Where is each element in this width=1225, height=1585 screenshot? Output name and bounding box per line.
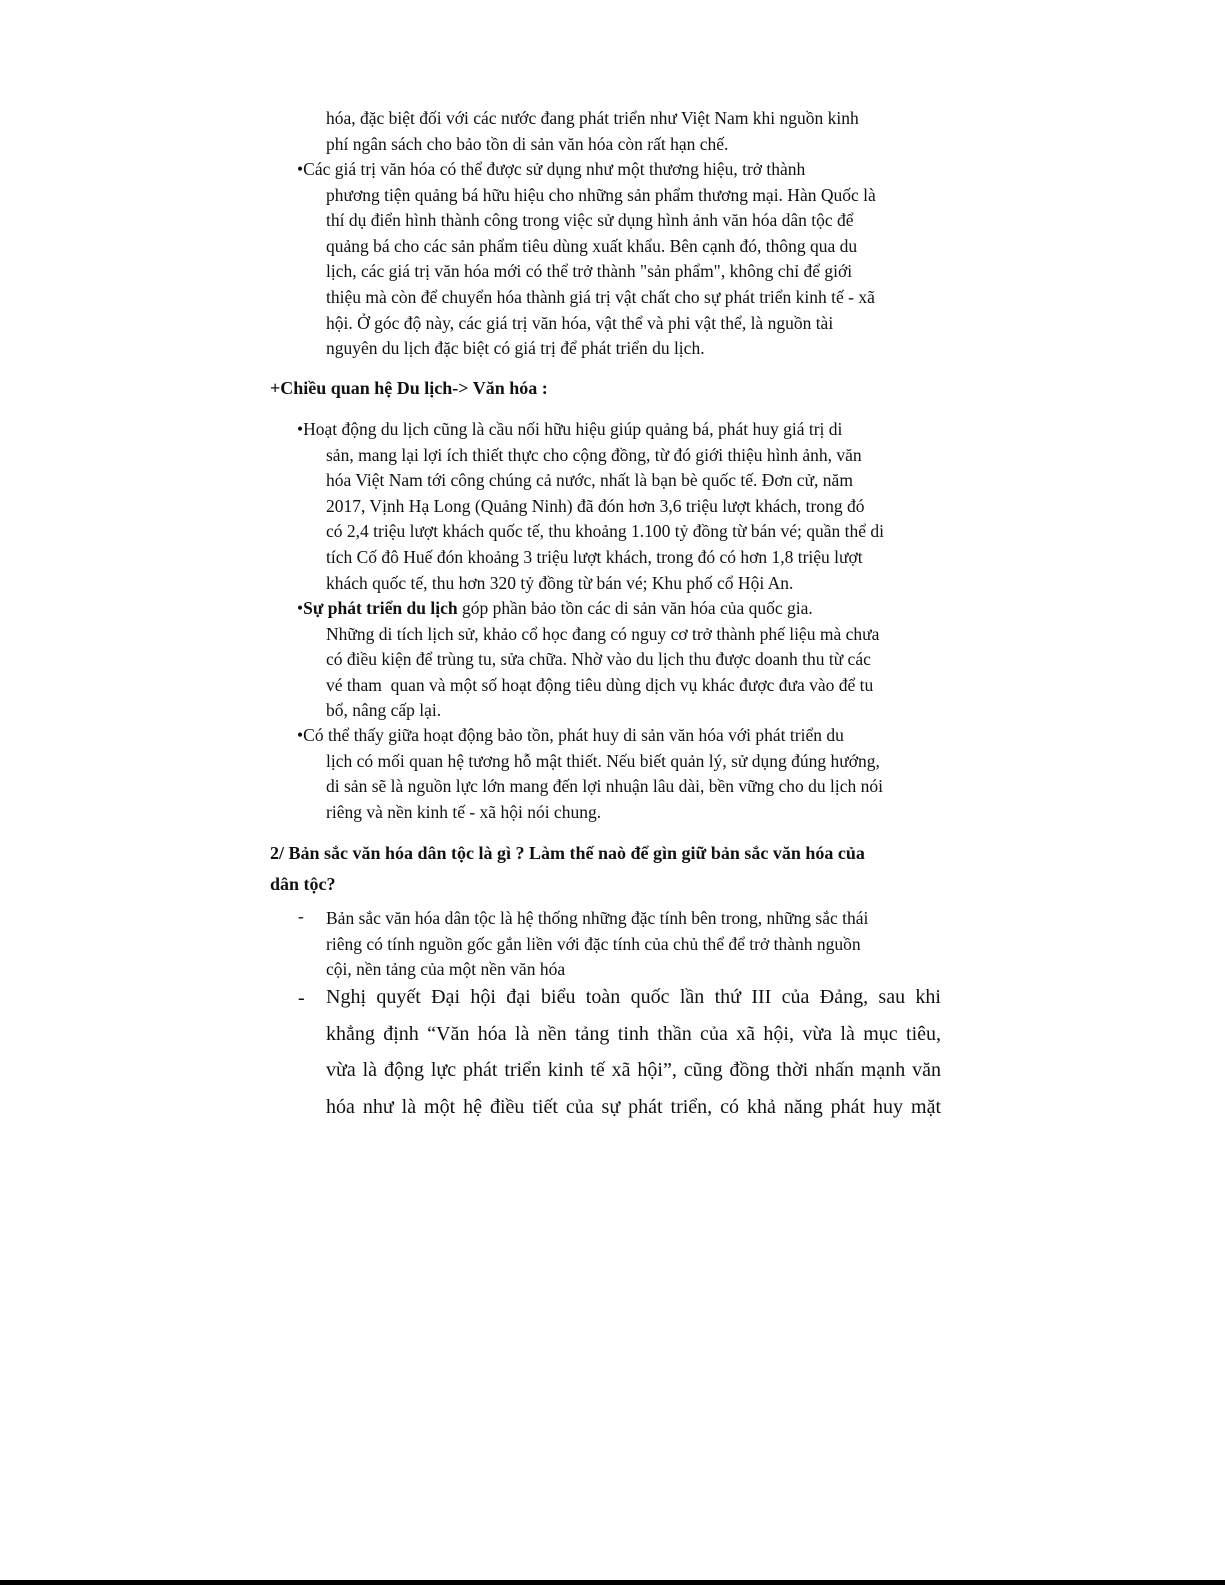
bullet-dot-icon: • xyxy=(297,419,304,439)
text-line: quảng bá cho các sản phẩm tiêu dùng xuất khẩu. Bên cạnh đó, thông qua du xyxy=(326,235,858,256)
bold-lead: Sự phát triển du lịch xyxy=(303,598,458,618)
bullet-item-brand-value xyxy=(297,157,876,362)
text-line: hóa như là một hệ điều tiết của sự phát triển, có khả năng phát huy mặt xyxy=(326,1095,941,1118)
text-line: hóa, đặc biệt đối với các nước đang phát triển như Việt Nam khi nguồn kinh xyxy=(326,108,859,128)
text-line: vé tham quan và một số hoạt động tiêu dùng dịch vụ khác được đưa vào để tu xyxy=(326,674,874,695)
text-line: sản, mang lại lợi ích thiết thực cho cộng đồng, từ đó giới thiệu hình ảnh, văn xyxy=(326,444,862,465)
section-heading-tourism-culture: +Chiều quan hệ Du lịch-> Văn hóa : xyxy=(270,378,548,398)
text-line: Những di tích lịch sử, khảo cổ học đang có nguy cơ trở thành phế liệu mà chưa xyxy=(326,623,880,644)
dash-bullet-icon: - xyxy=(298,906,304,926)
bullet-item-tourism-bridge xyxy=(297,417,884,596)
text-line: khẳng định “Văn hóa là nền tảng tinh thần của xã hội, vừa là mục tiêu, xyxy=(326,1022,941,1045)
text-line: nguyên du lịch đặc biệt có giá trị để phát triển du lịch. xyxy=(326,338,705,359)
text-line: phương tiện quảng bá hữu hiệu cho những sản phẩm thương mại. Hàn Quốc là xyxy=(326,184,876,205)
heading-line: 2/ Bản sắc văn hóa dân tộc là gì ? Làm thế naò để gìn giữ bản sắc văn hóa của xyxy=(270,843,865,863)
heading-line: dân tộc? xyxy=(270,874,336,894)
intro-paragraph xyxy=(326,106,859,157)
bullet-item-conservation xyxy=(297,723,883,825)
text-line: •Các giá trị văn hóa có thể được sử dụng như một thương hiệu, trở thành xyxy=(297,159,806,179)
text-line: phí ngân sách cho bảo tồn di sản văn hóa còn rất hạn chế. xyxy=(326,133,729,154)
text-line: •Hoạt động du lịch cũng là cầu nối hữu hiệu giúp quảng bá, phát huy giá trị di xyxy=(297,419,843,439)
text-line: thiệu mà còn để chuyển hóa thành giá trị vật chất cho sự phát triển kinh tế - xã xyxy=(326,286,875,307)
text-line: cội, nền tảng của một nền văn hóa xyxy=(326,959,566,980)
bullet-item-tourism-development xyxy=(297,596,879,724)
text-line: lịch có mối quan hệ tương hỗ mật thiết. Nếu biết quản lý, sử dụng đúng hướng, xyxy=(326,750,880,771)
text-line: lịch, các giá trị văn hóa mới có thể trở thành "sản phẩm", không chỉ để giới xyxy=(326,261,853,282)
text-line: thí dụ điển hình thành công trong việc sử dụng hình ảnh văn hóa dân tộc để xyxy=(326,210,854,231)
bullet-dot-icon: • xyxy=(297,725,304,745)
text-line: riêng và nền kinh tế - xã hội nói chung. xyxy=(326,801,602,822)
text-line: riêng có tính nguồn gốc gắn liền với đặc tính của chủ thể để trở thành nguồn xyxy=(326,933,861,954)
dash-item-party-resolution xyxy=(326,979,941,1125)
text-line: có điều kiện để trùng tu, sửa chữa. Nhờ vào du lịch thu được doanh thu từ các xyxy=(326,649,871,670)
text-line: bổ, nâng cấp lại. xyxy=(326,700,442,721)
dash-bullet-icon: - xyxy=(298,987,305,1009)
text-line: có 2,4 triệu lượt khách quốc tế, thu khoảng 1.100 tỷ đồng từ bán vé; quần thể di xyxy=(326,521,884,542)
text-line: •Có thể thấy giữa hoạt động bảo tồn, phát huy di sản văn hóa với phát triển du xyxy=(297,725,844,745)
text-line: tích Cố đô Huế đón khoảng 3 triệu lượt khách, trong đó có hơn 1,8 triệu lượt xyxy=(326,546,863,567)
text-line: Bản sắc văn hóa dân tộc là hệ thống những đặc tính bên trong, những sắc thái xyxy=(326,908,869,928)
dash-item-identity-definition xyxy=(326,906,868,983)
text-line: 2017, Vịnh Hạ Long (Quảng Ninh) đã đón hơn 3,6 triệu lượt khách, trong đó xyxy=(326,495,865,516)
text-line: •Sự phát triển du lịch góp phần bảo tồn các di sản văn hóa của quốc gia. xyxy=(297,598,813,618)
text-line: Nghị quyết Đại hội đại biểu toàn quốc lần thứ III của Đảng, sau khi xyxy=(326,986,941,1008)
text-line: hội. Ở góc độ này, các giá trị văn hóa, vật thể và phi vật thể, là nguồn tài xyxy=(326,312,834,333)
section-heading-cultural-identity xyxy=(270,838,865,900)
text-line: vừa là động lực phát triển kinh tế xã hội”, cũng đồng thời nhấn mạnh văn xyxy=(326,1059,941,1081)
page-bottom-border xyxy=(0,1580,1225,1585)
text-line: khách quốc tế, thu hơn 320 tỷ đồng từ bán vé; Khu phố cổ Hội An. xyxy=(326,572,794,593)
text-line: di sản sẽ là nguồn lực lớn mang đến lợi nhuận lâu dài, bền vững cho du lịch nói xyxy=(326,776,884,797)
bullet-dot-icon: • xyxy=(297,159,304,179)
bullet-dot-icon: • xyxy=(297,598,304,618)
text-line: hóa Việt Nam tới công chúng cả nước, nhất là bạn bè quốc tế. Đơn cử, năm xyxy=(326,470,853,491)
